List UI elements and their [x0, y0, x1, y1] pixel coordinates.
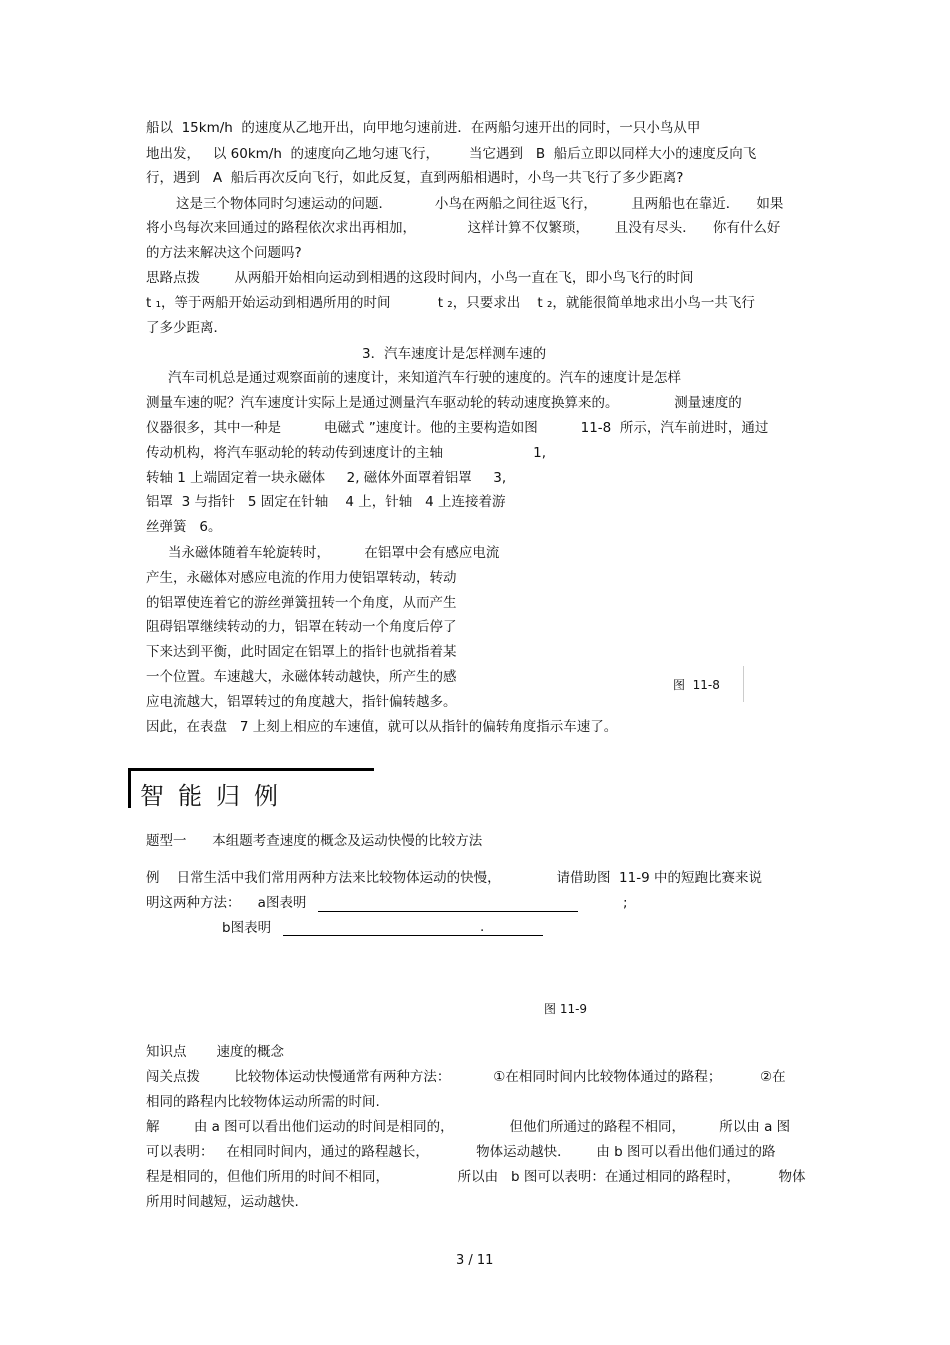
- figure-11-8-caption: 图 11-8: [673, 678, 720, 692]
- solution-line: 解 由 a 图可以看出他们运动的时间是相同的， 但他们所通过的路程不相同， 所以由 a 图: [146, 1119, 791, 1135]
- problem-line: 将小鸟每次来回通过的路程依次求出再相加， 这样计算不仅繁琐， 且没有尽头． 你有什么好: [146, 220, 781, 236]
- speedometer-line: 仪器很多，其中一种是 电磁式 ”速度计。他的主要构造如图 11-8 所示，汽车前进时，通过: [146, 420, 769, 436]
- knowledge-hint-line: 闯关点拨 比较物体运动快慢通常有两种方法： ①在相同时间内比较物体通过的路程； ②在: [146, 1069, 786, 1085]
- section-bar-top: [128, 768, 374, 771]
- figure-11-8-border: [743, 666, 744, 702]
- example-question-line: b图表明: [222, 920, 276, 936]
- section-title: 智能归例: [140, 782, 292, 810]
- problem-line: 地出发， 以 60km/h 的速度向乙地匀速飞行， 当它遇到 B 船后立即以同样大小的速度反向飞: [146, 146, 757, 162]
- speedometer-line: 丝弹簧 6。: [146, 519, 222, 535]
- section-bar-left: [128, 768, 131, 808]
- speedometer-line: 应电流越大，铝罩转过的角度越大，指针偏转越多。: [146, 694, 457, 710]
- speedometer-line: 转轴 1 上端固定着一块永磁体 2, 磁体外面罩着铝罩 3,: [146, 470, 507, 486]
- example-question-line: 明这两种方法： a图表明: [146, 895, 311, 911]
- answer-b-blank[interactable]: [283, 935, 543, 936]
- example-question-line: 例 日常生活中我们常用两种方法来比较物体运动的快慢， 请借助图 11-9 中的短跑比赛来说: [146, 870, 762, 886]
- problem-line: 的方法来解决这个问题吗?: [146, 245, 302, 261]
- example-question-end: ;: [623, 895, 628, 911]
- hint-line: t ₁，等于两船开始运动到相遇所用的时间 t ₂，只要求出 t ₂，就能很简单地求出小鸟一共飞行: [146, 295, 755, 311]
- speedometer-line: 传动机构，将汽车驱动轮的转动传到速度计的主轴 1,: [146, 445, 546, 461]
- speedometer-line: 阻碍铝罩继续转动的力，铝罩在转动一个角度后停了: [146, 619, 457, 635]
- speedometer-line: 汽车司机总是通过观察面前的速度计，来知道汽车行驶的速度的。汽车的速度计是怎样: [168, 370, 681, 386]
- page-number: 3 / 11: [456, 1253, 494, 1268]
- speedometer-line: 下来达到平衡，此时固定在铝罩上的指针也就指着某: [146, 644, 457, 660]
- solution-line: 所用时间越短，运动越快.: [146, 1194, 299, 1210]
- answer-a-blank[interactable]: [318, 911, 578, 912]
- example-type-line: 题型一 本组题考查速度的概念及运动快慢的比较方法: [146, 833, 483, 849]
- speedometer-line: 铝罩 3 与指针 5 固定在针轴 4 上，针轴 4 上连接着游: [146, 494, 506, 510]
- speedometer-line: 当永磁体随着车轮旋转时， 在铝罩中会有感应电流: [168, 545, 500, 561]
- speedometer-heading: 3．汽车速度计是怎样测车速的: [362, 346, 547, 362]
- problem-line: 行，遇到 A 船后再次反向飞行，如此反复，直到两船相遇时，小鸟一共飞行了多少距离?: [146, 170, 684, 186]
- speedometer-line: 因此，在表盘 7 上刻上相应的车速值，就可以从指针的偏转角度指示车速了。: [146, 719, 618, 735]
- knowledge-point: 知识点 速度的概念: [146, 1044, 285, 1060]
- figure-11-9-caption: 图 11-9: [544, 1002, 588, 1016]
- knowledge-hint-line: 相同的路程内比较物体运动所需的时间.: [146, 1094, 380, 1110]
- speedometer-line: 产生，永磁体对感应电流的作用力使铝罩转动，转动: [146, 570, 457, 586]
- solution-line: 程是相同的，但他们所用的时间不相同， 所以由 b 图可以表明：在通过相同的路程时， 物体: [146, 1169, 806, 1185]
- problem-line: 船以 15km/h 的速度从乙地开出，向甲地匀速前进．在两船匀速开出的同时，一只小鸟从甲: [146, 120, 701, 136]
- example-question-end: .: [480, 919, 485, 935]
- speedometer-line: 测量车速的呢？汽车速度计实际上是通过测量汽车驱动轮的转动速度换算来的。 测量速度的: [146, 395, 742, 411]
- solution-line: 可以表明： 在相同时间内，通过的路程越长， 物体运动越快． 由 b 图可以看出他们通过的路: [146, 1144, 776, 1160]
- hint-line: 了多少距离．: [146, 320, 227, 336]
- problem-line: 这是三个物体同时匀速运动的问题． 小鸟在两船之间往返飞行， 且两船也在靠近． 如果: [176, 196, 784, 212]
- speedometer-line: 一个位置。车速越大，永磁体转动越快，所产生的感: [146, 669, 457, 685]
- speedometer-line: 的铝罩使连着它的游丝弹簧扭转一个角度，从而产生: [146, 595, 457, 611]
- hint-line: 思路点拨 从两船开始相向运动到相遇的这段时间内，小鸟一直在飞，即小鸟飞行的时间: [146, 270, 694, 286]
